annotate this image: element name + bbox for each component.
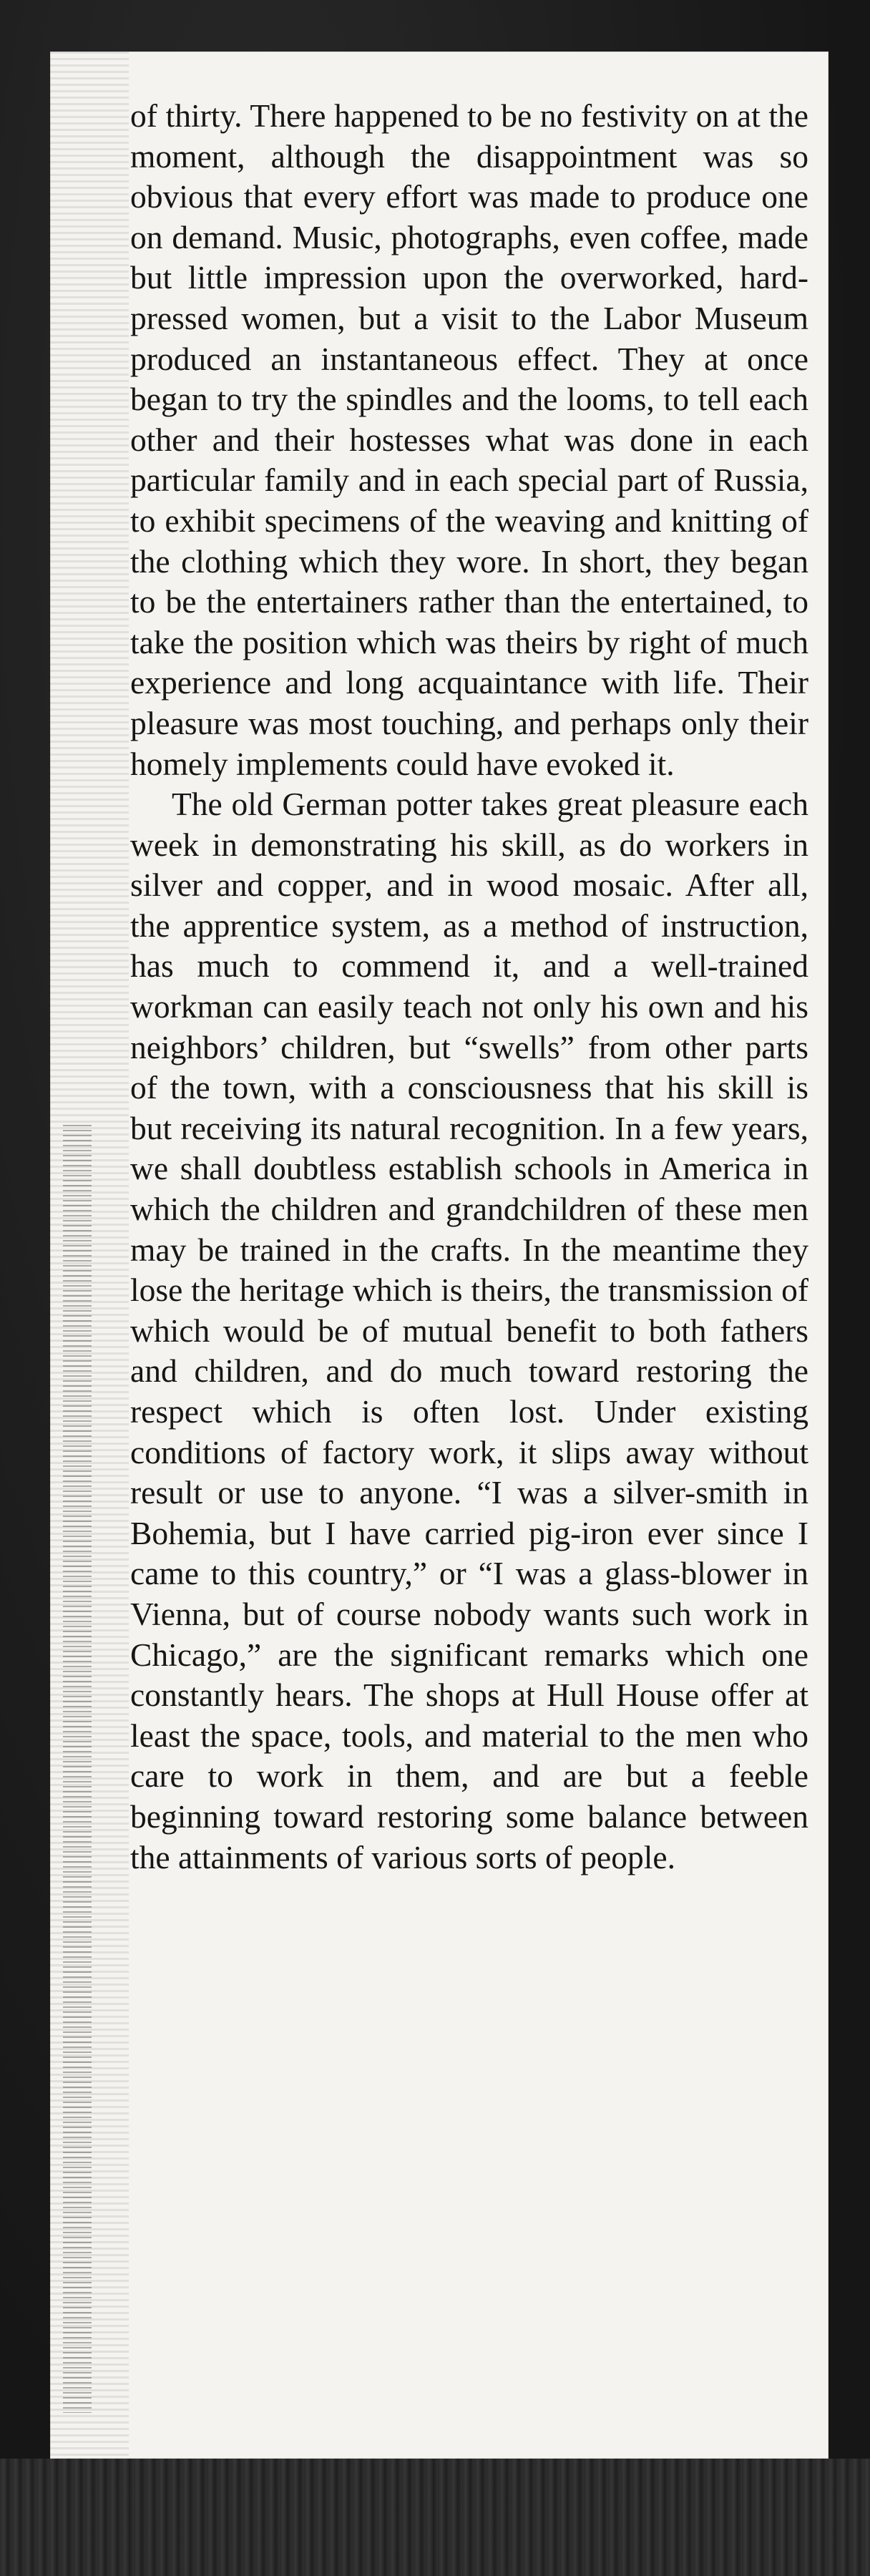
newspaper-clipping [50,52,829,2459]
article-text [130,96,808,1878]
torn-left-edge [50,52,129,2459]
paragraph-2: The old German potter takes great pleasure each week in demonstrating his skill, as do workers in silver and copper, and in wood mosaic. After all, the apprentice system, as a method of instruction, has much to commend it, and a well-trained workman can easily teach not only his own and his neighbors’ children, but “swells” from other parts of the town, with a consciousness that his skill is but receiving its natural recognition. In a few years, we shall doubtless establish schools in America in which the children and grandchildren of these men may be trained in the crafts. In the meantime they lose the heritage which is theirs, the transmission of which would be of mutual benefit to both fathers and children, and do much toward restoring the respect which is often lost. Under existing conditions of factory work, it slips away without result or use to anyone. “I was a silver-smith in Bohemia, but I have carried pig-iron ever since I came to this country,” or “I was a glass-blower in Vienna, but of course nobody wants such work in Chicago,” are the significant remarks which one constantly hears. The shops at Hull House offer at least the space, tools, and material to the men who care to work in them, and are but a feeble beginning toward restoring some balance between the attainments of various sorts of people. [130,786,808,1875]
paragraph-1: of thirty. There happened to be no festivity on at the moment, although the disappointment was so obvious that every effort was made to produce one on demand. Music, photographs, even coffee, made but little impression upon the overworked, hard-pressed women, but a visit to the Labor Museum produced an instantaneous effect. They at once began to try the spindles and the looms, to tell each other and their hostesses what was done in each particular family and in each special part of Russia, to exhibit specimens of the weaving and knitting of the clothing which they wore. In short, they began to be the entertainers rather than the entertained, to take the position which was theirs by right of much experience and long acquaintance with life. Their pleasure was most touching, and perhaps only their homely implements could have evoked it. [130,97,808,782]
scan-bottom-edge [0,2459,870,2576]
